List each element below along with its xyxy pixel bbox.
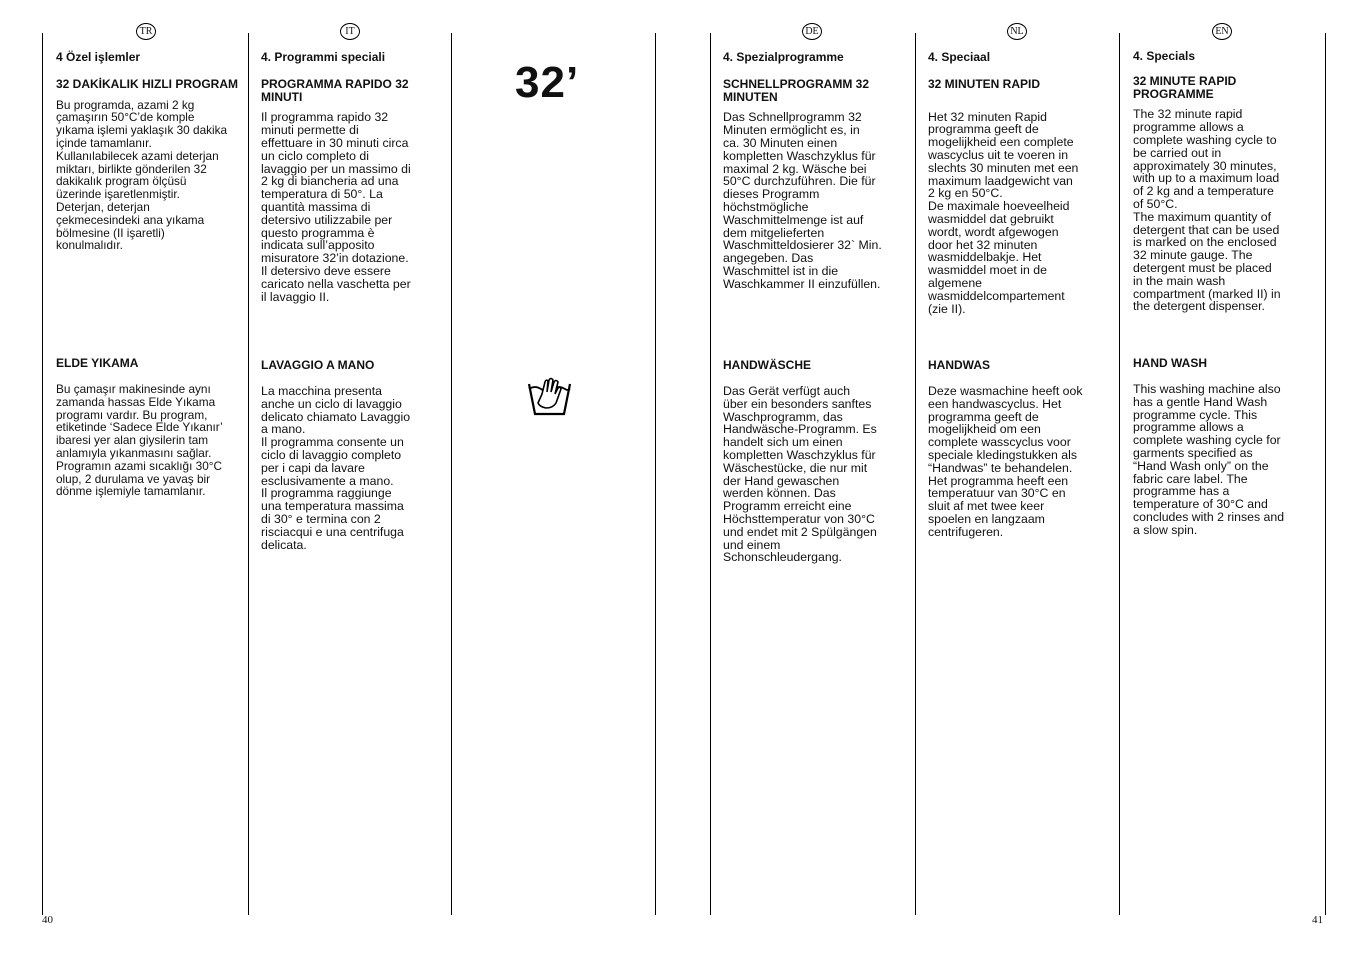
- section-heading: 4. Speciaal: [928, 50, 991, 64]
- page-number-left: 40: [42, 914, 53, 926]
- hand-wash-description: Bu çamaşır makinesinde aynı zamanda hassas Elde Yıkama programı vardır. Bu program, etiketinde ‘Sadece Elde Yıkanır’ ibaresi yer alan giysilerin tam anlamıyla yıkanmasını sağlar. Programın azami sıcaklığı 30°C olup, 2 durulama ve yavaş bir dönme işlemiyle tamamlanır.: [56, 382, 223, 499]
- program-title: 32 MINUTEN RAPID: [928, 76, 1041, 91]
- language-badge-tr: TR: [136, 23, 156, 40]
- hand-wash-title: HANDWAS: [928, 358, 990, 372]
- column-tr: [56, 50, 241, 499]
- hand-wash-title: HAND WASH: [1133, 356, 1207, 370]
- column-rule: [710, 33, 711, 915]
- program-title: SCHNELLPROGRAMM 32 MINUTEN: [723, 76, 870, 104]
- program-32-label: 32’: [515, 58, 580, 107]
- column-rule: [1119, 33, 1120, 915]
- program-description: The 32 minute rapid programme allows a complete washing cycle to be carried out in approximately 30 minutes, with up to a maximum load of 2 kg and a temperature of 50°C. The maximum quantity of detergent that can be used is marked on the enclosed 32 minute gauge. The detergent must be placed in the main wash compartment (marked II) in the detergent dispenser.: [1133, 107, 1281, 314]
- hand-wash-description: La macchina presenta anche un ciclo di lavaggio delicato chiamato Lavaggio a mano. Il programma consente un ciclo di lavaggio completo per i capi da lavare esclusivamente a mano. Il programma raggiunge una temperatura massima di 30° e termina con 2 risciacqui e una centrifuga delicata.: [261, 384, 411, 552]
- program-title: 32 MINUTE RAPID PROGRAMME: [1133, 73, 1237, 101]
- language-badge-it: IT: [340, 23, 360, 40]
- hand-wash-title: ELDE YIKAMA: [56, 356, 139, 370]
- section-heading: 4 Özel işlemler: [56, 50, 141, 64]
- column-rule: [42, 33, 43, 915]
- program-description: Bu programda, azami 2 kg çamaşırın 50°C’de komple yıkama işlemi yaklaşık 30 dakika içinde tamamlanır. Kullanılabilecek azami deterjan miktarı, birlikte gönderilen 32 dakikalık program ölçüsü üzerinde işaretlenmiştir. Deterjan, deterjan çekmecesindeki ana yıkama bölmesine (II işaretli) konulmalıdır.: [56, 97, 228, 253]
- section-heading: 4. Spezialprogramme: [723, 50, 844, 64]
- column-rule: [1325, 33, 1326, 915]
- hand-wash-icon: [526, 370, 574, 423]
- column-nl: [928, 50, 1113, 539]
- column-rule: [248, 33, 249, 915]
- hand-wash-description: This washing machine also has a gentle Hand Wash programme cycle. This programme allows a complete washing cycle for garments specified as “Hand Wash only” on the fabric care label. The programme has a temperature of 30°C and concludes with 2 rinses and a slow spin.: [1133, 382, 1285, 537]
- section-heading: 4. Specials: [1133, 49, 1196, 63]
- hand-wash-title: LAVAGGIO A MANO: [261, 358, 375, 372]
- program-description: Il programma rapido 32 minuti permette di effettuare in 30 minuti circa un ciclo completo di lavaggio per un massimo di 2 kg di biancheria ad una temperatura di 50°. La quantità massima di detersivo utilizzabile per questo programma è indicata sull’apposito misuratore 32’in dotazione. Il detersivo deve essere caricato nella vaschetta per il lavaggio II.: [261, 110, 411, 304]
- column-it: [261, 50, 446, 552]
- language-badge-de: DE: [802, 23, 822, 40]
- program-title: 32 DAKİKALIK HIZLI PROGRAM: [56, 76, 239, 91]
- language-badge-en: EN: [1212, 23, 1232, 40]
- column-rule: [655, 33, 656, 915]
- column-de: [723, 50, 908, 565]
- section-heading: 4. Programmi speciali: [261, 50, 386, 64]
- program-description: Het 32 minuten Rapid programma geeft de mogelijkheid een complete wascyclus uit te voeren in slechts 30 minuten met een maximum laadgewicht van 2 kg en 50°C. De maximale hoeveelheid wasmiddel dat gebruikt wordt, wordt afgewogen door het 32 minuten wasmiddelbakje. Het wasmiddel moet in de algemene wasmiddelcompartement (zie II).: [928, 109, 1079, 316]
- hand-wash-description: Deze wasmachine heeft ook een handwascyclus. Het programma geeft de mogelijkheid om een complete wasscyclus voor speciale kledingstukken als “Handwas” te behandelen. Het programma heeft een temperatuur van 30°C en sluit af met twee keer spoelen en langzaam centrifugeren.: [928, 384, 1083, 539]
- language-badge-nl: NL: [1007, 23, 1027, 40]
- hand-wash-description: Das Gerät verfügt auch über ein besonders sanftes Waschprogramm, das Handwäsche-Programm. Es handelt sich um einen kompletten Waschzyklus für Wäschestücke, die nur mit der Hand gewaschen werden können. Das Programm erreicht eine Höchsttemperatur von 30°C und endet mit 2 Spülgängen und einem Schonschleudergang.: [723, 384, 877, 565]
- column-en: [1133, 49, 1318, 537]
- program-title: PROGRAMMA RAPIDO 32 MINUTI: [261, 76, 409, 104]
- page-number-right: 41: [1312, 914, 1323, 926]
- hand-wash-title: HANDWÄSCHE: [723, 358, 811, 372]
- column-rule: [451, 33, 452, 915]
- program-description: Das Schnellprogramm 32 Minuten ermöglicht es, in ca. 30 Minuten einen kompletten Waschzyklus für maximal 2 kg. Wäsche bei 50°C durchzuführen. Die für dieses Programm höchstmögliche Waschmittelmenge ist auf dem mitgelieferten Waschmitteldosierer 32` Min. angegeben. Das Waschmittel ist in die Waschkammer II einzufüllen.: [723, 110, 882, 291]
- column-rule: [915, 33, 916, 915]
